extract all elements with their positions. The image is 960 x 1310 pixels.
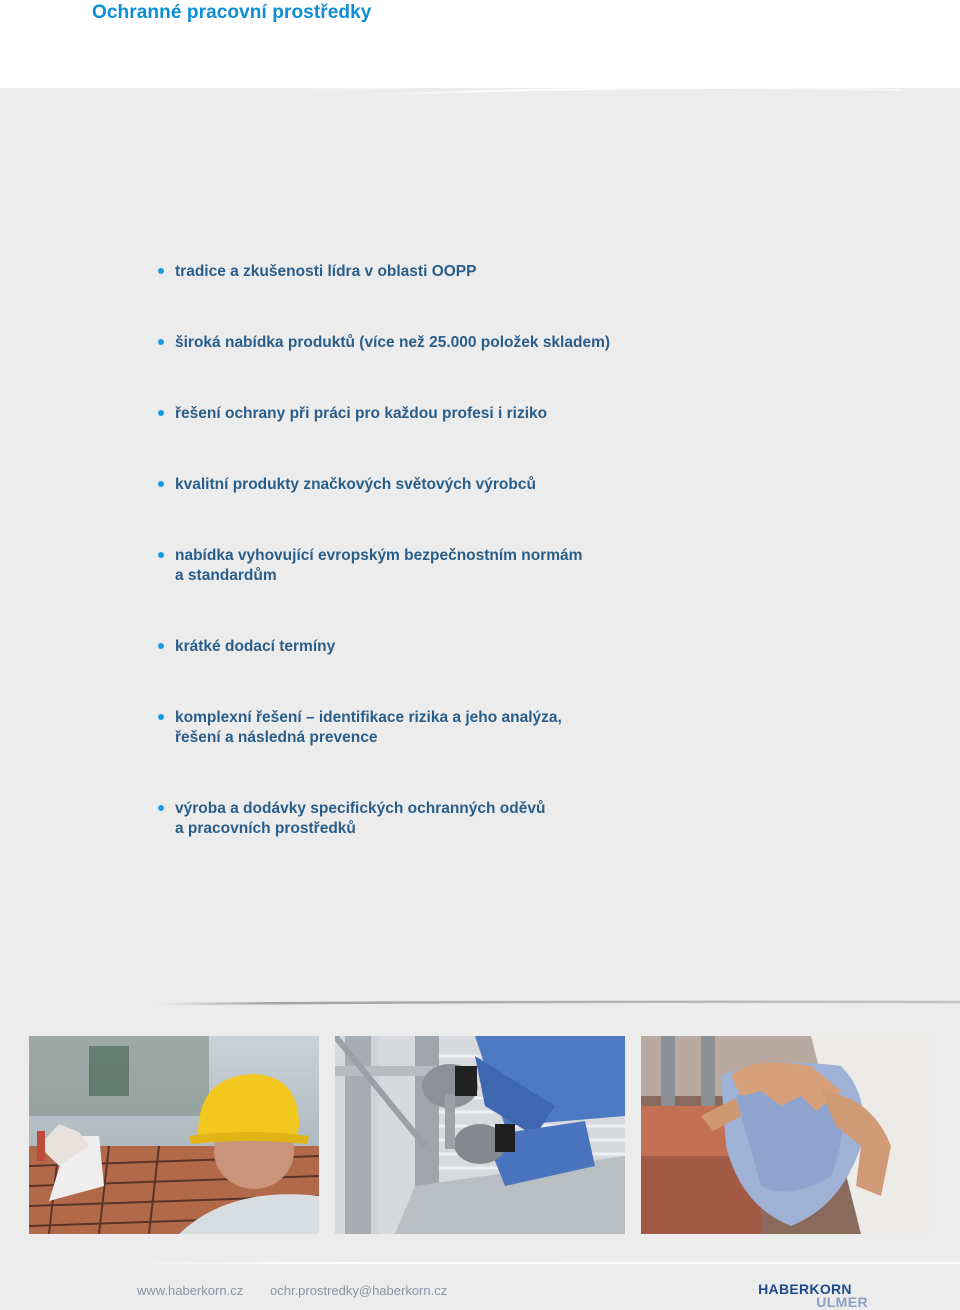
haberkorn-logo [739,1282,871,1310]
feature-list [158,262,858,839]
feature-item [158,333,858,353]
footer-email-link[interactable]: ochr.prostredky@haberkorn.cz [270,1283,448,1298]
photo-hand-wiping-cloth [641,1036,931,1234]
feature-line: řešení ochrany při práci pro každou profesi i riziko [175,405,548,422]
feature-line: kvalitní produkty značkových světových výrobců [175,476,536,493]
logo-top-text: HABERKORN [758,1281,852,1297]
feature-line: komplexní řešení – identifikace rizika a jeho analýza, [175,709,562,726]
feature-item [158,546,858,586]
feature-line: široká nabídka produktů (více než 25.000 položek skladem) [175,334,611,351]
feature-line: řešení a následná prevence [175,729,378,746]
feature-line: nabídka vyhovující evropským bezpečnostním normám [175,547,583,564]
feature-line: krátké dodací termíny [175,638,336,655]
footer-website-link[interactable]: www.haberkorn.cz [137,1283,244,1298]
footer-divider [130,1261,960,1265]
feature-line: výroba a dodávky specifických ochranných oděvů [175,800,546,817]
feature-item [158,404,858,424]
feature-item [158,708,858,748]
feature-item [158,799,858,839]
feature-item [158,262,858,282]
decorative-swoosh [300,76,940,100]
section-divider [155,999,960,1007]
feature-item [158,475,858,495]
header-band [0,0,960,88]
page-title: Ochranné pracovní prostředky [92,2,372,23]
feature-line: tradice a zkušenosti lídra v oblasti OOPP [175,263,477,280]
feature-line: a standardům [175,567,277,584]
feature-item [158,637,858,657]
photo-construction-worker [29,1036,319,1234]
logo-bottom-text: ULMER [816,1294,868,1310]
feature-line: a pracovních prostředků [175,820,356,837]
photo-gloved-hands-scaffold [335,1036,625,1234]
